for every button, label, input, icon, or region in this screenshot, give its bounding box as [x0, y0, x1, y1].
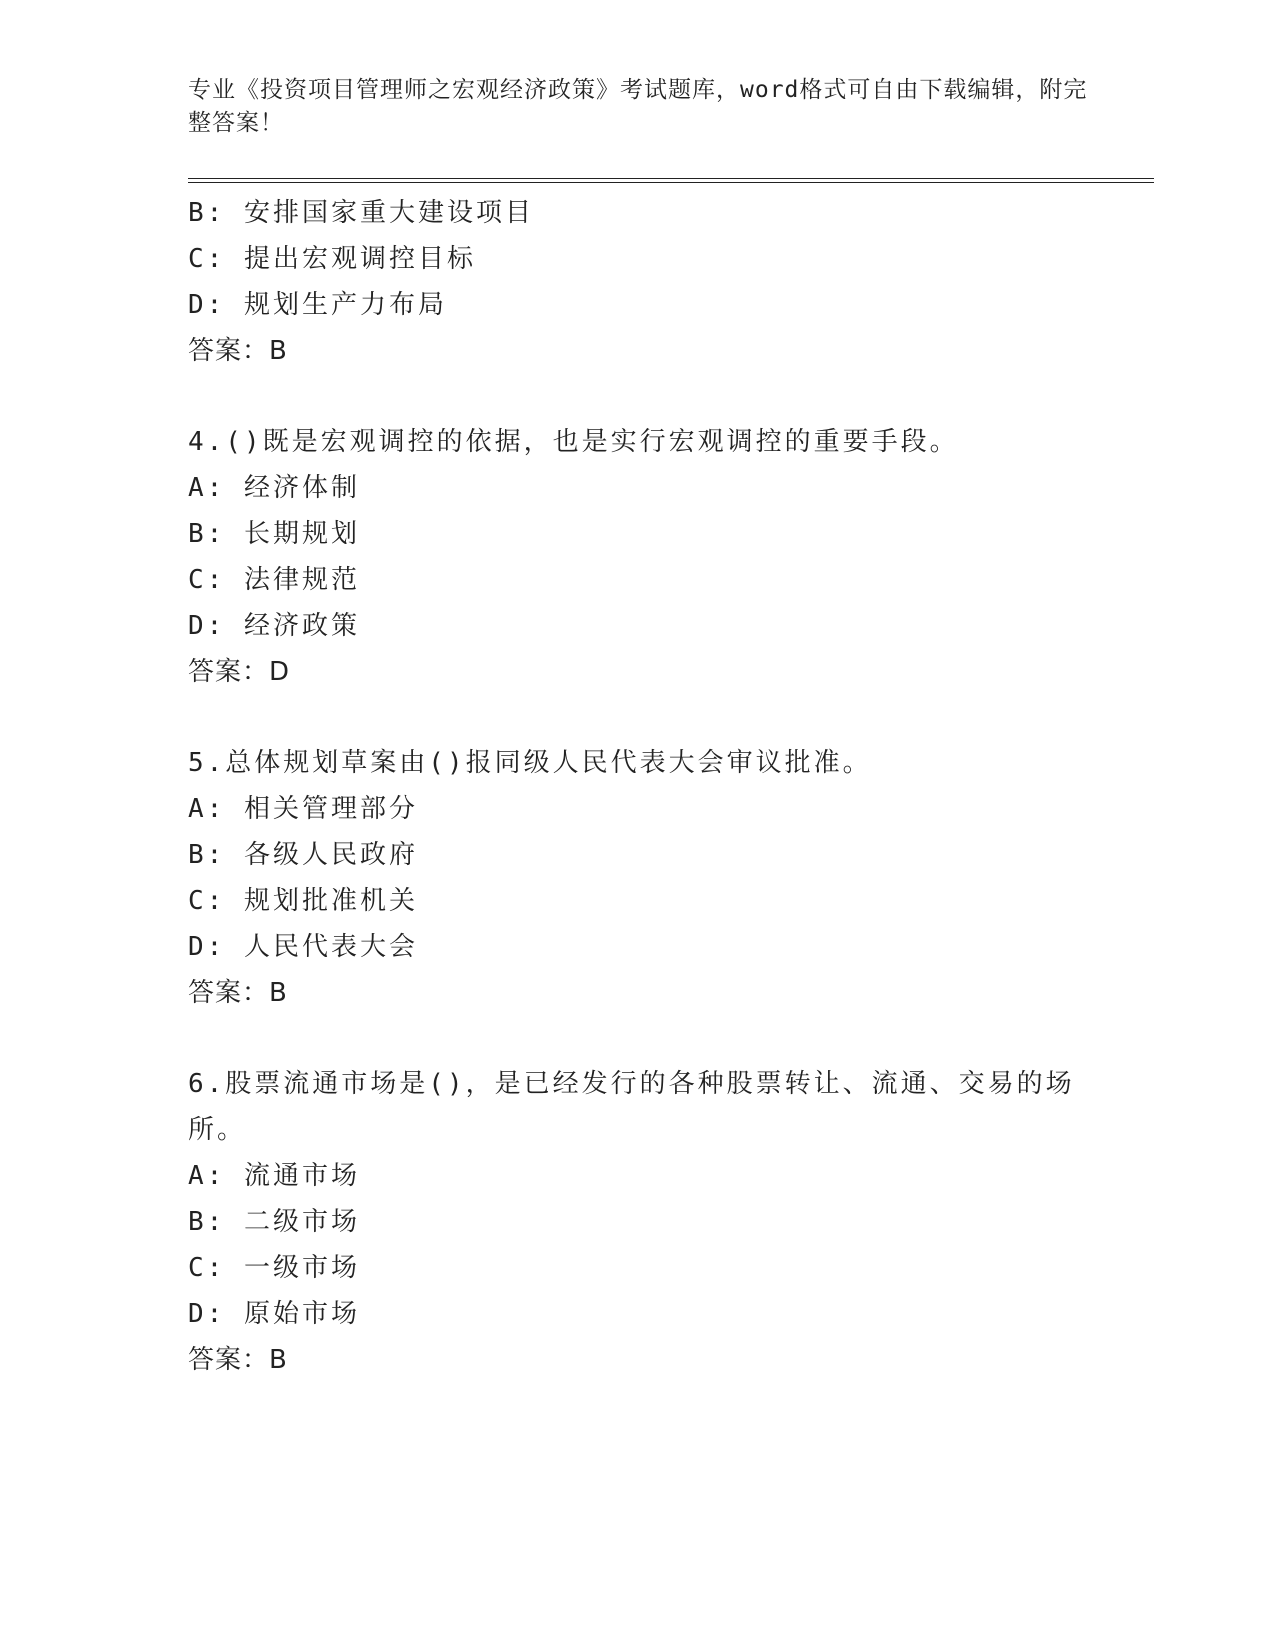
question-text: 5.总体规划草案由()报同级人民代表大会审议批准。 [188, 748, 872, 778]
option-c: C: 一级市场 [188, 1253, 360, 1283]
question-3-partial [188, 190, 1088, 374]
option-b: B: 安排国家重大建设项目 [188, 198, 534, 228]
question-text-line-2: 所。 [188, 1115, 247, 1145]
option-b: B: 长期规划 [188, 519, 360, 549]
option-c: C: 规划批准机关 [188, 886, 418, 916]
option-b: B: 各级人民政府 [188, 840, 418, 870]
option-d: D: 人民代表大会 [188, 932, 418, 962]
answer: 答案：B [188, 1345, 288, 1375]
option-b: B: 二级市场 [188, 1207, 360, 1237]
document-header [188, 74, 1088, 140]
option-a: A: 流通市场 [188, 1161, 360, 1191]
question-text-line-1: 6.股票流通市场是()，是已经发行的各种股票转让、流通、交易的场 [188, 1069, 1075, 1099]
header-divider [188, 178, 1154, 183]
option-d: D: 规划生产力布局 [188, 290, 447, 320]
header-text: 专业《投资项目管理师之宏观经济政策》考试题库，word格式可自由下载编辑，附完整答案！ [188, 77, 1088, 136]
option-d: D: 经济政策 [188, 611, 360, 641]
question-4 [188, 419, 1088, 695]
answer: 答案：B [188, 978, 288, 1008]
option-a: A: 经济体制 [188, 473, 360, 503]
question-5 [188, 740, 1088, 1016]
option-d: D: 原始市场 [188, 1299, 360, 1329]
question-6 [188, 1061, 1088, 1383]
answer: 答案：B [188, 336, 288, 366]
answer: 答案：D [188, 657, 291, 687]
option-c: C: 法律规范 [188, 565, 360, 595]
question-list [188, 190, 1088, 1383]
question-text: 4.()既是宏观调控的依据，也是实行宏观调控的重要手段。 [188, 427, 959, 457]
option-c: C: 提出宏观调控目标 [188, 244, 476, 274]
option-a: A: 相关管理部分 [188, 794, 418, 824]
